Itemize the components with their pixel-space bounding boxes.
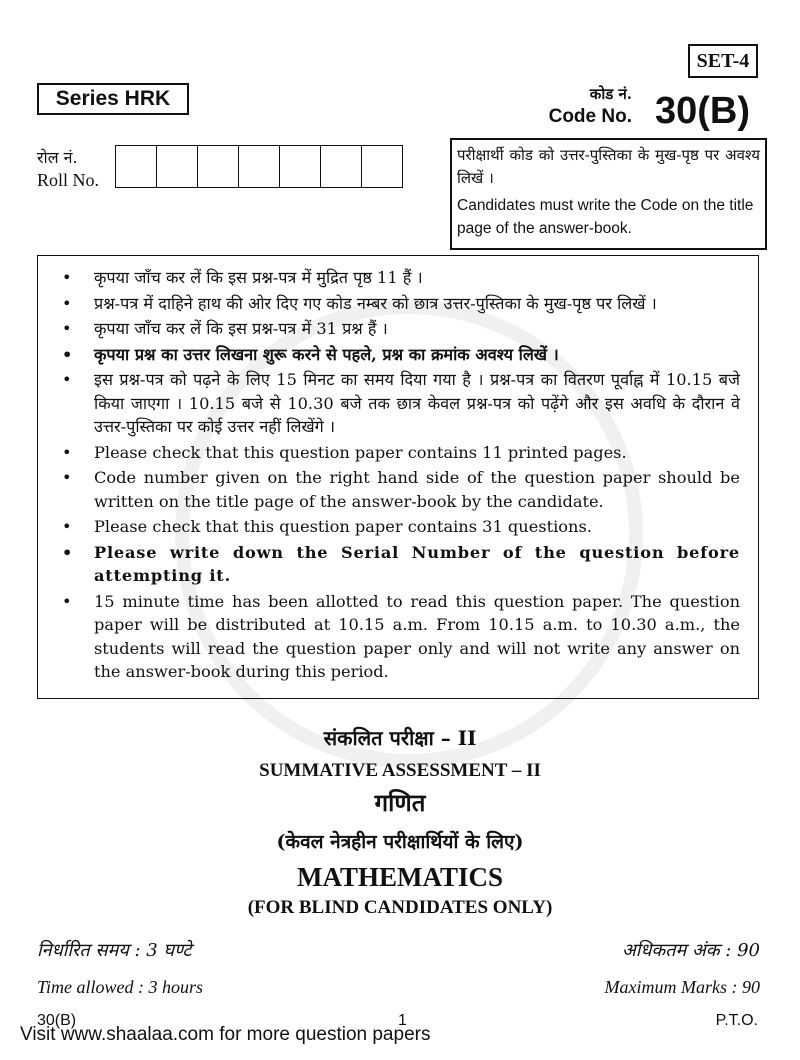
roll-digit-box[interactable] [198,146,239,187]
footer-code: 30(B) [37,1012,77,1029]
max-marks-hindi: अधिकतम अंक : 90 [621,940,760,961]
instruction-item: • Please check that this question paper contains 11 printed pages. [94,441,740,465]
code-label: Code No. [548,106,632,127]
exam-title: SUMMATIVE ASSESSMENT – II [259,760,541,781]
for-blind-english: (FOR BLIND CANDIDATES ONLY) [247,897,553,918]
roll-label-hindi: रोल नं. [37,148,78,167]
roll-label: Roll No. [37,170,100,190]
instruction-item: • प्रश्न-पत्र में दाहिने हाथ की ओर दिए गए कोड नम्बर को छात्र उत्तर-पुस्तिका के मुख-पृष्ठ पर लिखें । [94,292,740,316]
instruction-item: • 15 minute time has been allotted to read this question paper. The question paper will be distributed at 10.15 a.m. From 10.15 a.m. to 10.30 a.m., the students will read the question paper only and will not write any answer on the answer-book during this period. [94,590,740,684]
time-allowed-hindi: निर्धारित समय : 3 घण्टे [37,940,192,961]
instruction-item: • कृपया प्रश्न का उत्तर लिखना शुरू करने से पहले, प्रश्न का क्रमांक अवश्य लिखें । [94,343,740,367]
code-note-hindi: परीक्षार्थी कोड को उत्तर-पुस्तिका के मुख-पृष्ठ पर अवश्य लिखें । [457,146,760,187]
instruction-item: • कृपया जाँच कर लें कि इस प्रश्न-पत्र में मुद्रित पृष्ठ 11 हैं । [94,266,740,290]
roll-digit-box[interactable] [321,146,362,187]
roll-digit-box[interactable] [157,146,198,187]
instruction-item: • Code number given on the right hand side of the question paper should be written on the title page of the answer-book by the candidate. [94,466,740,513]
pto-label: P.T.O. [715,1012,758,1029]
roll-digit-box[interactable] [116,146,157,187]
for-blind-hindi: (केवल नेत्रहीन परीक्षार्थियों के लिए) [276,831,524,853]
series-badge: Series HRK [37,83,189,115]
page-number: 1 [398,1012,407,1029]
code-note-box [450,138,767,250]
instruction-item: • इस प्रश्न-पत्र को पढ़ने के लिए 15 मिनट का समय दिया गया है । प्रश्न-पत्र का वितरण पूर्वाह्न में 10.15 बजे किया जाएगा । 10.15 बजे से 10.30 बजे तक छात्र केवल प्रश्न-पत्र को पढ़ेंगे और इस अवधि के दौरान वे उत्तर-पुस्तिका पर कोई उत्तर नहीं लिखेंगे । [94,368,740,439]
roll-digit-box[interactable] [362,146,402,187]
code-label-hindi: कोड नं. [589,85,632,103]
instruction-item: • कृपया जाँच कर लें कि इस प्रश्न-पत्र में 31 प्रश्न हैं । [94,317,740,341]
roll-digit-box[interactable] [280,146,321,187]
roll-number-boxes[interactable] [115,145,403,188]
code-value: 30(B) [655,90,751,132]
code-note-english: Candidates must write the Code on the title page of the answer-book. [457,197,754,237]
instructions-box [37,255,759,699]
instruction-item: • Please write down the Serial Number of the question before attempting it. [94,541,740,588]
subject-hindi: गणित [374,788,426,817]
time-allowed: Time allowed : 3 hours [37,977,204,997]
instruction-item: • Please check that this question paper contains 31 questions. [94,515,740,539]
roll-digit-box[interactable] [239,146,280,187]
site-watermark-link[interactable]: Visit www.shaalaa.com for more question papers [20,1024,431,1045]
max-marks: Maximum Marks : 90 [604,977,760,997]
exam-title-hindi: संकलित परीक्षा – II [323,726,477,750]
set-badge: SET-4 [688,44,758,78]
subject-title: MATHEMATICS [296,862,503,892]
